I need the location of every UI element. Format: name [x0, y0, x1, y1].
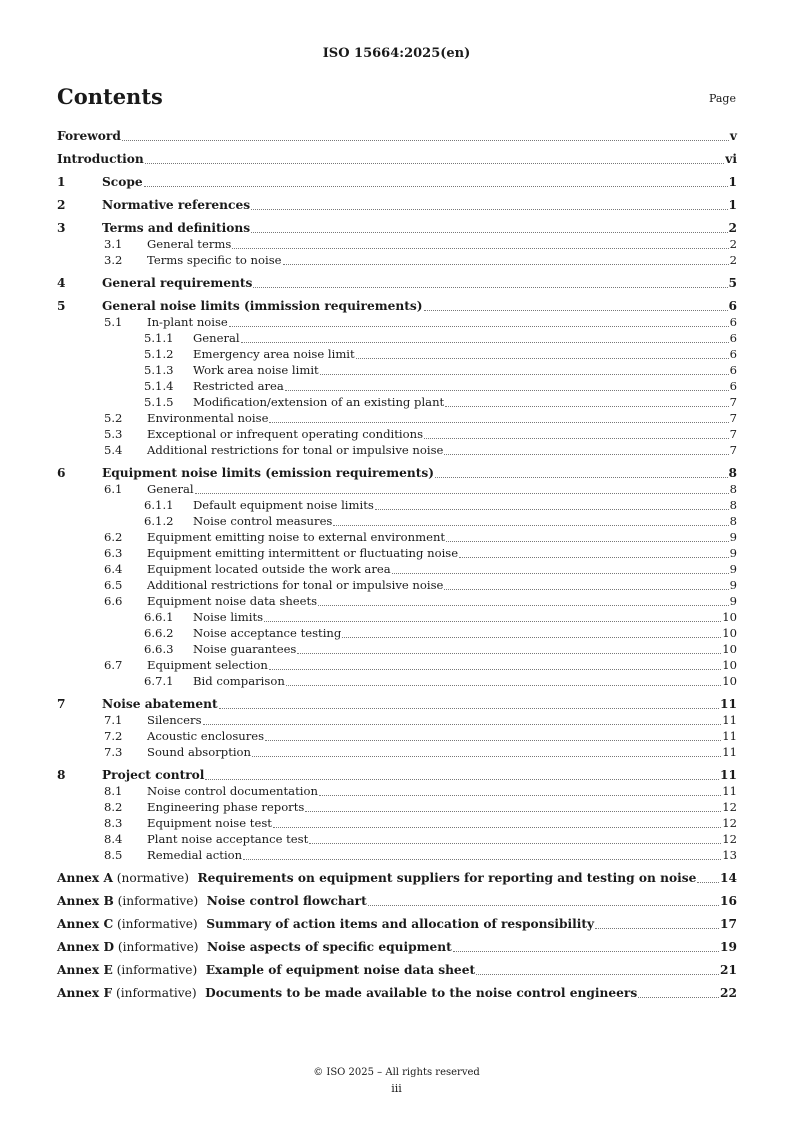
- dot-leader: [229, 326, 729, 327]
- toc-entry-page: 11: [722, 713, 737, 727]
- toc-entry-title: Engineering phase reports: [147, 800, 305, 814]
- dot-leader: [265, 740, 721, 741]
- dot-leader: [333, 525, 728, 526]
- toc-entry[interactable]: [57, 497, 737, 513]
- dot-leader: [241, 342, 729, 343]
- dot-leader: [424, 438, 729, 439]
- dot-leader: [453, 951, 719, 952]
- toc-entry-page: 7: [729, 443, 737, 457]
- toc-entry-page: 9: [729, 546, 737, 560]
- dot-leader: [145, 163, 724, 164]
- toc-entry-page: 2: [729, 237, 737, 251]
- toc-entry[interactable]: [57, 426, 737, 442]
- toc-entry[interactable]: [57, 394, 737, 410]
- toc-entry[interactable]: [57, 236, 737, 252]
- dot-leader: [697, 882, 719, 883]
- toc-entry-number: 6.6: [104, 594, 123, 608]
- toc-entry[interactable]: [57, 847, 737, 863]
- toc-entry-title: Equipment noise test: [147, 816, 272, 830]
- toc-entry[interactable]: [57, 831, 737, 847]
- dot-leader: [444, 454, 728, 455]
- toc-entry[interactable]: [57, 577, 737, 593]
- toc-entry-title: Scope: [102, 175, 143, 189]
- toc-entry-number: 6.1.1: [144, 498, 174, 512]
- toc-entry-number: 8.4: [104, 832, 123, 846]
- dot-leader: [273, 827, 721, 828]
- toc-entry-page: 8: [729, 482, 737, 496]
- toc-entry-title: Additional restrictions for tonal or impulsive noise: [147, 578, 444, 592]
- toc-entry-number: 1: [57, 175, 66, 189]
- toc-entry[interactable]: [57, 220, 737, 236]
- toc-entry-title: Silencers: [147, 713, 202, 727]
- annex-kind: (informative): [114, 940, 199, 954]
- toc-entry-number: 8.3: [104, 816, 123, 830]
- toc-entry-number: 2: [57, 198, 66, 212]
- toc-entry[interactable]: [57, 962, 737, 978]
- page-column-label: Page: [708, 92, 736, 105]
- toc-entry-page: 2: [728, 221, 737, 235]
- toc-entry-number: 8.2: [104, 800, 123, 814]
- toc-entry-title: Equipment selection: [147, 658, 268, 672]
- toc-entry-title: Environmental noise: [147, 411, 269, 425]
- toc-entry[interactable]: [57, 252, 737, 268]
- toc-entry-title: Terms specific to noise: [147, 253, 282, 267]
- dot-leader: [269, 669, 721, 670]
- toc-entry-title: Emergency area noise limit: [193, 347, 355, 361]
- toc-entry-number: 5.1: [104, 315, 123, 329]
- toc-entry-page: 12: [722, 800, 737, 814]
- toc-entry[interactable]: [57, 783, 737, 799]
- toc-entry-page: 11: [720, 697, 737, 711]
- toc-entry-page: 10: [722, 642, 737, 656]
- dot-leader: [285, 390, 729, 391]
- toc-entry-number: 3: [57, 221, 66, 235]
- toc-entry-number: 6.6.2: [144, 626, 174, 640]
- dot-leader: [252, 756, 721, 757]
- annex-label: Annex D: [57, 940, 115, 954]
- toc-entry-page: 11: [722, 729, 737, 743]
- dot-leader: [219, 708, 719, 709]
- toc-entry-number: 8: [57, 768, 66, 782]
- toc-entry-page: 9: [729, 594, 737, 608]
- toc-entry-title: [57, 916, 594, 932]
- dot-leader: [243, 859, 721, 860]
- toc-entry[interactable]: [57, 657, 737, 673]
- toc-entry-number: 7.3: [104, 745, 123, 759]
- toc-entry-title: Project control: [102, 768, 205, 782]
- dot-leader: [638, 997, 719, 998]
- toc-entry-page: 8: [729, 514, 737, 528]
- toc-entry-page: 22: [720, 986, 737, 1000]
- toc-entry-number: 6.2: [104, 530, 123, 544]
- toc-entry-number: 6.6.1: [144, 610, 174, 624]
- toc-entry-number: 6.4: [104, 562, 123, 576]
- dot-leader: [205, 779, 719, 780]
- toc-entry-title: Normative references: [102, 198, 251, 212]
- toc-entry-page: 6: [729, 347, 737, 361]
- toc-entry-title: General: [147, 482, 194, 496]
- toc-entry-number: 7.2: [104, 729, 123, 743]
- dot-leader: [283, 264, 729, 265]
- toc-entry-page: 12: [722, 816, 737, 830]
- toc-entry-number: 5.1.5: [144, 395, 174, 409]
- page-number: iii: [391, 1082, 402, 1095]
- toc-entry[interactable]: [57, 893, 737, 909]
- toc-entry-page: 11: [722, 745, 737, 759]
- footer: [0, 1067, 793, 1095]
- dot-leader: [476, 974, 719, 975]
- toc-entry-title: Work area noise limit: [193, 363, 319, 377]
- toc-entry-title: Equipment noise limits (emission requirements): [102, 466, 434, 480]
- toc-entry-number: 3.1: [104, 237, 123, 251]
- dot-leader: [269, 422, 728, 423]
- annex-kind: (informative): [113, 917, 198, 931]
- annex-kind: (informative): [112, 963, 198, 977]
- toc-entry-title: Default equipment noise limits: [193, 498, 374, 512]
- toc-entry[interactable]: [57, 529, 737, 545]
- annex-title: Noise control flowchart: [206, 894, 367, 908]
- toc-entry[interactable]: [57, 481, 737, 497]
- toc-entry-page: 2: [729, 253, 737, 267]
- toc-entry[interactable]: [57, 545, 737, 561]
- annex-kind: (normative): [112, 871, 190, 885]
- toc-entry[interactable]: [57, 870, 737, 886]
- dot-leader: [253, 287, 727, 288]
- toc-entry-number: 7.1: [104, 713, 123, 727]
- toc-entry-number: 5.1.2: [144, 347, 174, 361]
- toc-entry-number: 5.1.3: [144, 363, 174, 377]
- toc-entry-number: 4: [57, 276, 66, 290]
- toc-entry-title: Modification/extension of an existing plant: [193, 395, 445, 409]
- toc-entry-title: Noise control documentation: [147, 784, 318, 798]
- dot-leader: [320, 374, 729, 375]
- toc-entry-number: 5.1.1: [144, 331, 174, 345]
- toc-entry-page: 6: [729, 331, 737, 345]
- annex-title: Noise aspects of specific equipment: [207, 940, 452, 954]
- toc-entry-page: 1: [728, 198, 737, 212]
- toc-entry[interactable]: [57, 330, 737, 346]
- toc-entry-number: 6.1: [104, 482, 123, 496]
- dot-leader: [444, 589, 728, 590]
- toc-entry-title: In-plant noise: [147, 315, 228, 329]
- toc-entry-title: Acoustic enclosures: [147, 729, 265, 743]
- toc-entry-page: 10: [722, 626, 737, 640]
- toc-entry-title: Plant noise acceptance test: [147, 832, 309, 846]
- toc-entry[interactable]: [57, 744, 737, 760]
- toc-entry-title: Equipment emitting intermittent or fluctuating noise: [147, 546, 459, 560]
- toc-entry[interactable]: [57, 916, 737, 932]
- dot-leader: [368, 905, 719, 906]
- annex-title: Requirements on equipment suppliers for reporting and testing on noise: [197, 871, 697, 885]
- toc-entry-title: Noise control measures: [193, 514, 333, 528]
- toc-entry[interactable]: [57, 696, 737, 712]
- annex-title: Documents to be made available to the noise control engineers: [205, 986, 638, 1000]
- toc-entry-number: 6.7: [104, 658, 123, 672]
- toc-entry-title: Exceptional or infrequent operating conditions: [147, 427, 424, 441]
- toc-entry-page: 16: [720, 894, 737, 908]
- toc-entry-page: vi: [725, 152, 737, 166]
- toc-entry-page: 7: [729, 395, 737, 409]
- dot-leader: [435, 477, 728, 478]
- toc-entry-title: General terms: [147, 237, 232, 251]
- toc-entry-number: 7: [57, 697, 66, 711]
- dot-leader: [318, 605, 728, 606]
- annex-title: Example of equipment noise data sheet: [205, 963, 476, 977]
- dot-leader: [232, 248, 728, 249]
- toc-entry-page: v: [729, 129, 737, 143]
- toc-entry-page: 14: [720, 871, 737, 885]
- toc-entry[interactable]: [57, 442, 737, 458]
- toc-entry[interactable]: [57, 767, 737, 783]
- toc-entry-title: [57, 870, 696, 886]
- toc-entry-page: 6: [729, 363, 737, 377]
- toc-entry-page: 6: [729, 379, 737, 393]
- annex-label: Annex A: [57, 871, 113, 885]
- toc-entry-number: 3.2: [104, 253, 123, 267]
- toc-entry[interactable]: [57, 410, 737, 426]
- toc-entry[interactable]: [57, 275, 737, 291]
- dot-leader: [459, 557, 729, 558]
- toc-entry-page: 10: [722, 610, 737, 624]
- dot-leader: [595, 928, 719, 929]
- toc-entry[interactable]: [57, 197, 737, 213]
- toc-entry-number: 5.3: [104, 427, 123, 441]
- toc-entry-page: 12: [722, 832, 737, 846]
- toc-entry[interactable]: [57, 985, 737, 1001]
- toc-entry-title: Noise limits: [193, 610, 264, 624]
- dot-leader: [446, 541, 729, 542]
- dot-leader: [297, 653, 721, 654]
- toc-entry[interactable]: [57, 641, 737, 657]
- dot-leader: [251, 232, 727, 233]
- toc-entry[interactable]: [57, 298, 737, 314]
- dot-leader: [122, 140, 729, 141]
- toc-entry-number: 6.7.1: [144, 674, 174, 688]
- toc-entry-page: 10: [722, 674, 737, 688]
- toc-entry-title: General noise limits (immission requirements): [102, 299, 423, 313]
- toc-entry-title: [57, 939, 452, 955]
- toc-entry-title: Foreword: [57, 129, 121, 143]
- toc-entry[interactable]: [57, 465, 737, 481]
- toc-entry-number: 6.6.3: [144, 642, 174, 656]
- toc-entry[interactable]: [57, 128, 737, 144]
- toc-entry-title: General: [193, 331, 240, 345]
- toc-entry-page: 17: [720, 917, 737, 931]
- toc-entry-number: 6.3: [104, 546, 123, 560]
- toc-entry[interactable]: [57, 728, 737, 744]
- dot-leader: [445, 406, 728, 407]
- dot-leader: [424, 310, 728, 311]
- dot-leader: [195, 493, 729, 494]
- copyright-notice: © ISO 2025 – All rights reserved: [313, 1067, 480, 1078]
- toc-entry-page: 8: [728, 466, 737, 480]
- toc-entry-title: Remedial action: [147, 848, 243, 862]
- dot-leader: [392, 573, 729, 574]
- dot-leader: [203, 724, 722, 725]
- dot-leader: [356, 358, 729, 359]
- toc-entry[interactable]: [57, 151, 737, 167]
- toc-entry-number: 8.1: [104, 784, 123, 798]
- toc-entry[interactable]: [57, 513, 737, 529]
- toc-entry-page: 11: [720, 768, 737, 782]
- toc-entry-page: 10: [722, 658, 737, 672]
- toc-entry[interactable]: [57, 712, 737, 728]
- dot-leader: [251, 209, 727, 210]
- toc-entry-page: 13: [722, 848, 737, 862]
- dot-leader: [305, 811, 721, 812]
- toc-entry-title: [57, 962, 475, 978]
- toc-entry-number: 6.1.2: [144, 514, 174, 528]
- toc-entry-page: 5: [728, 276, 737, 290]
- toc-entry-title: Sound absorption: [147, 745, 252, 759]
- annex-label: Annex F: [57, 986, 113, 1000]
- dot-leader: [342, 637, 721, 638]
- toc-entry-title: Terms and definitions: [102, 221, 251, 235]
- toc-entry-title: [57, 893, 367, 909]
- toc-entry-page: 6: [729, 315, 737, 329]
- toc-entry-page: 6: [728, 299, 737, 313]
- toc-entry[interactable]: [57, 593, 737, 609]
- toc-entry-number: 5.1.4: [144, 379, 174, 393]
- toc-entry-page: 8: [729, 498, 737, 512]
- toc-entry-page: 11: [722, 784, 737, 798]
- annex-title: Summary of action items and allocation of responsibility: [206, 917, 595, 931]
- toc-entry-page: 21: [720, 963, 737, 977]
- toc-entry-title: Equipment noise data sheets: [147, 594, 318, 608]
- toc-entry-page: 7: [729, 411, 737, 425]
- toc-entry-title: Equipment located outside the work area: [147, 562, 391, 576]
- toc-entry[interactable]: [57, 174, 737, 190]
- toc-entry[interactable]: [57, 314, 737, 330]
- annex-kind: (informative): [112, 986, 197, 1000]
- toc-entry-page: 9: [729, 530, 737, 544]
- toc-entry-title: Bid comparison: [193, 674, 285, 688]
- toc-entry-title: [57, 985, 637, 1001]
- toc-entry-number: 5.4: [104, 443, 123, 457]
- toc-entry[interactable]: [57, 346, 737, 362]
- toc-entry-page: 1: [728, 175, 737, 189]
- toc-entry[interactable]: [57, 673, 737, 689]
- toc-entry-title: Noise acceptance testing: [193, 626, 342, 640]
- toc-entry-number: 8.5: [104, 848, 123, 862]
- dot-leader: [319, 795, 721, 796]
- toc-entry[interactable]: [57, 939, 737, 955]
- dot-leader: [309, 843, 721, 844]
- page-title: Contents: [57, 84, 163, 109]
- toc-entry-title: Noise abatement: [102, 697, 218, 711]
- toc-entry-page: 19: [720, 940, 737, 954]
- toc-entry-title: Restricted area: [193, 379, 284, 393]
- annex-label: Annex B: [57, 894, 114, 908]
- document-header: ISO 15664:2025(en): [322, 46, 471, 61]
- dot-leader: [286, 685, 721, 686]
- toc-entry-title: Equipment emitting noise to external environment: [147, 530, 446, 544]
- toc-entry-number: 5: [57, 299, 66, 313]
- toc-entry-page: 7: [729, 427, 737, 441]
- toc-entry-title: Noise guarantees: [193, 642, 297, 656]
- toc-entry[interactable]: [57, 378, 737, 394]
- toc-entry-page: 9: [729, 562, 737, 576]
- toc-entry[interactable]: [57, 799, 737, 815]
- toc-entry[interactable]: [57, 362, 737, 378]
- toc-entry[interactable]: [57, 561, 737, 577]
- toc-entry-title: Introduction: [57, 152, 144, 166]
- toc-entry-title: General requirements: [102, 276, 253, 290]
- table-of-contents: [57, 128, 737, 1001]
- annex-label: Annex E: [57, 963, 113, 977]
- toc-entry[interactable]: [57, 609, 737, 625]
- annex-kind: (informative): [113, 894, 199, 908]
- dot-leader: [375, 509, 729, 510]
- toc-entry-title: Additional restrictions for tonal or impulsive noise: [147, 443, 444, 457]
- toc-entry[interactable]: [57, 625, 737, 641]
- toc-entry-number: 6.5: [104, 578, 123, 592]
- toc-entry-number: 6: [57, 466, 66, 480]
- toc-entry-number: 5.2: [104, 411, 123, 425]
- annex-label: Annex C: [57, 917, 114, 931]
- dot-leader: [264, 621, 721, 622]
- dot-leader: [144, 186, 728, 187]
- toc-entry-page: 9: [729, 578, 737, 592]
- toc-entry[interactable]: [57, 815, 737, 831]
